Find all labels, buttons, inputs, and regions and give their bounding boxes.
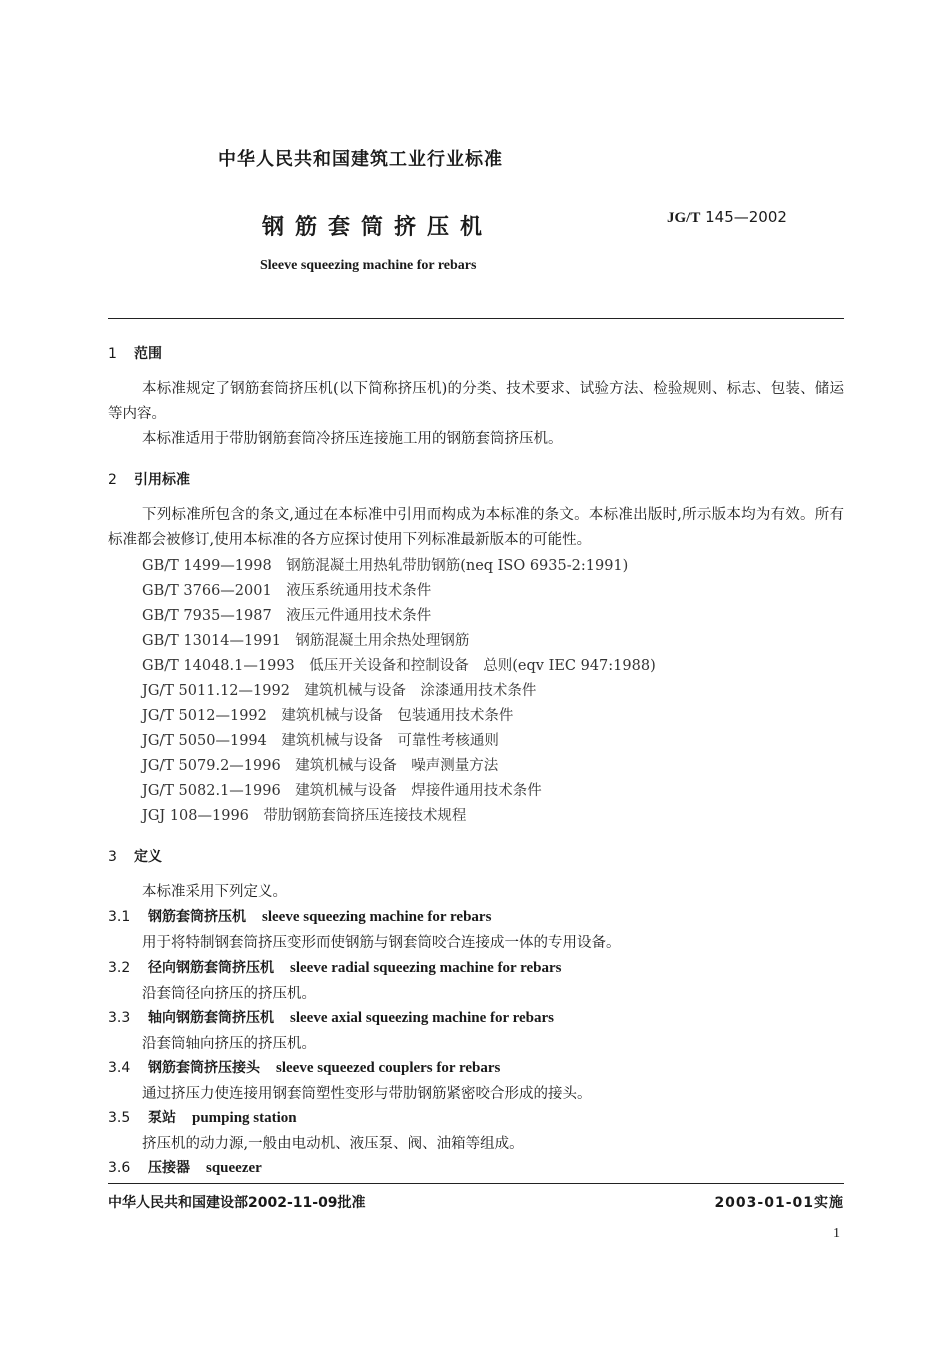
definition-term-en: sleeve axial squeezing machine for rebars: [290, 1010, 554, 1026]
definition-num: 3.5: [108, 1110, 131, 1126]
definition-term-cn: 径向钢筋套筒挤压机: [148, 960, 274, 976]
reference-item: JG/T 5012—1992 建筑机械与设备 包装通用技术条件: [142, 708, 514, 724]
definition-term-en: sleeve radial squeezing machine for rebars: [290, 960, 562, 976]
reference-item: JG/T 5079.2—1996 建筑机械与设备 噪声测量方法: [142, 758, 499, 774]
standard-code-number: 145—2002: [705, 208, 787, 226]
definition-term: [108, 1157, 262, 1177]
section-1-heading: [108, 343, 162, 363]
definition-term-cn: 压接器: [148, 1160, 190, 1176]
footer-rule: [108, 1183, 844, 1184]
document-title-cn: 钢筋套筒挤压机: [262, 215, 494, 240]
reference-item: GB/T 7935—1987 液压元件通用技术条件: [142, 608, 432, 624]
section-2-para-1: 下列标准所包含的条文,通过在本标准中引用而构成为本标准的条文。本标准出版时,所示版本均为有效。所有标准都会被修订,使用本标准的各方应探讨使用下列标准最新版本的可能性。: [108, 507, 844, 548]
definition-term: [108, 1057, 500, 1077]
page-number: 1: [833, 1226, 840, 1241]
definition-desc: 沿套筒径向挤压的挤压机。: [142, 986, 316, 1002]
header-rule: [108, 318, 844, 319]
reference-item: JG/T 5050—1994 建筑机械与设备 可靠性考核通则: [142, 733, 499, 749]
definition-num: 3.1: [108, 909, 131, 925]
definition-term: [108, 1007, 554, 1027]
definition-num: 3.2: [108, 960, 131, 976]
section-3-heading: [108, 846, 162, 866]
definition-term-en: pumping station: [192, 1110, 297, 1126]
definition-term: [108, 957, 562, 977]
section-2-num: 2: [108, 472, 117, 488]
section-1-title: 范围: [134, 346, 162, 362]
standard-code: [667, 208, 787, 227]
reference-item: GB/T 1499—1998 钢筋混凝土用热轧带肋钢筋(neq ISO 6935-2:1991): [142, 558, 629, 574]
definition-term-en: sleeve squeezed couplers for rebars: [276, 1060, 501, 1076]
definition-num: 3.6: [108, 1160, 131, 1176]
definition-term-cn: 轴向钢筋套筒挤压机: [148, 1010, 274, 1026]
section-3-num: 3: [108, 849, 117, 865]
standard-code-prefix: JG/T: [667, 210, 701, 226]
definition-term: [108, 1107, 297, 1127]
definition-num: 3.4: [108, 1060, 131, 1076]
definition-term-en: squeezer: [206, 1160, 262, 1176]
document-title-en: Sleeve squeezing machine for rebars: [260, 258, 477, 273]
reference-item: JG/T 5082.1—1996 建筑机械与设备 焊接件通用技术条件: [142, 783, 542, 799]
definition-term-en: sleeve squeezing machine for rebars: [262, 909, 492, 925]
reference-item: GB/T 3766—2001 液压系统通用技术条件: [142, 583, 432, 599]
reference-item: JGJ 108—1996 带肋钢筋套筒挤压连接技术规程: [142, 808, 467, 824]
section-2-heading: [108, 469, 190, 489]
definition-desc: 通过挤压力使连接用钢套筒塑性变形与带肋钢筋紧密咬合形成的接头。: [142, 1086, 592, 1102]
reference-item: GB/T 14048.1—1993 低压开关设备和控制设备 总则(eqv IEC 947:1988): [142, 658, 656, 674]
section-3-intro: 本标准采用下列定义。: [142, 884, 287, 900]
definition-desc: 挤压机的动力源,一般由电动机、液压泵、阀、油箱等组成。: [142, 1136, 524, 1152]
issuer-title: 中华人民共和国建筑工业行业标准: [218, 149, 503, 170]
section-1-num: 1: [108, 346, 117, 362]
definition-term-cn: 泵站: [148, 1110, 176, 1126]
definition-num: 3.3: [108, 1010, 131, 1026]
section-3-title: 定义: [134, 849, 162, 865]
reference-item: JG/T 5011.12—1992 建筑机械与设备 涂漆通用技术条件: [142, 683, 537, 699]
reference-item: GB/T 13014—1991 钢筋混凝土用余热处理钢筋: [142, 633, 470, 649]
definition-desc: 沿套筒轴向挤压的挤压机。: [142, 1036, 316, 1052]
effective-date: 2003-01-01实施: [714, 1195, 844, 1211]
approval-line: 中华人民共和国建设部2002-11-09批准: [108, 1195, 366, 1211]
definition-term-cn: 钢筋套筒挤压机: [148, 909, 246, 925]
definition-desc: 用于将特制钢套筒挤压变形而使钢筋与钢套筒咬合连接成一体的专用设备。: [142, 935, 621, 951]
definition-term: [108, 906, 491, 926]
section-1-para-1: 本标准规定了钢筋套筒挤压机(以下简称挤压机)的分类、技术要求、试验方法、检验规则、标志、包装、储运等内容。: [108, 381, 844, 422]
section-2-title: 引用标准: [134, 472, 190, 488]
definition-term-cn: 钢筋套筒挤压接头: [148, 1060, 260, 1076]
section-1-para-2: 本标准适用于带肋钢筋套筒冷挤压连接施工用的钢筋套筒挤压机。: [142, 431, 563, 447]
